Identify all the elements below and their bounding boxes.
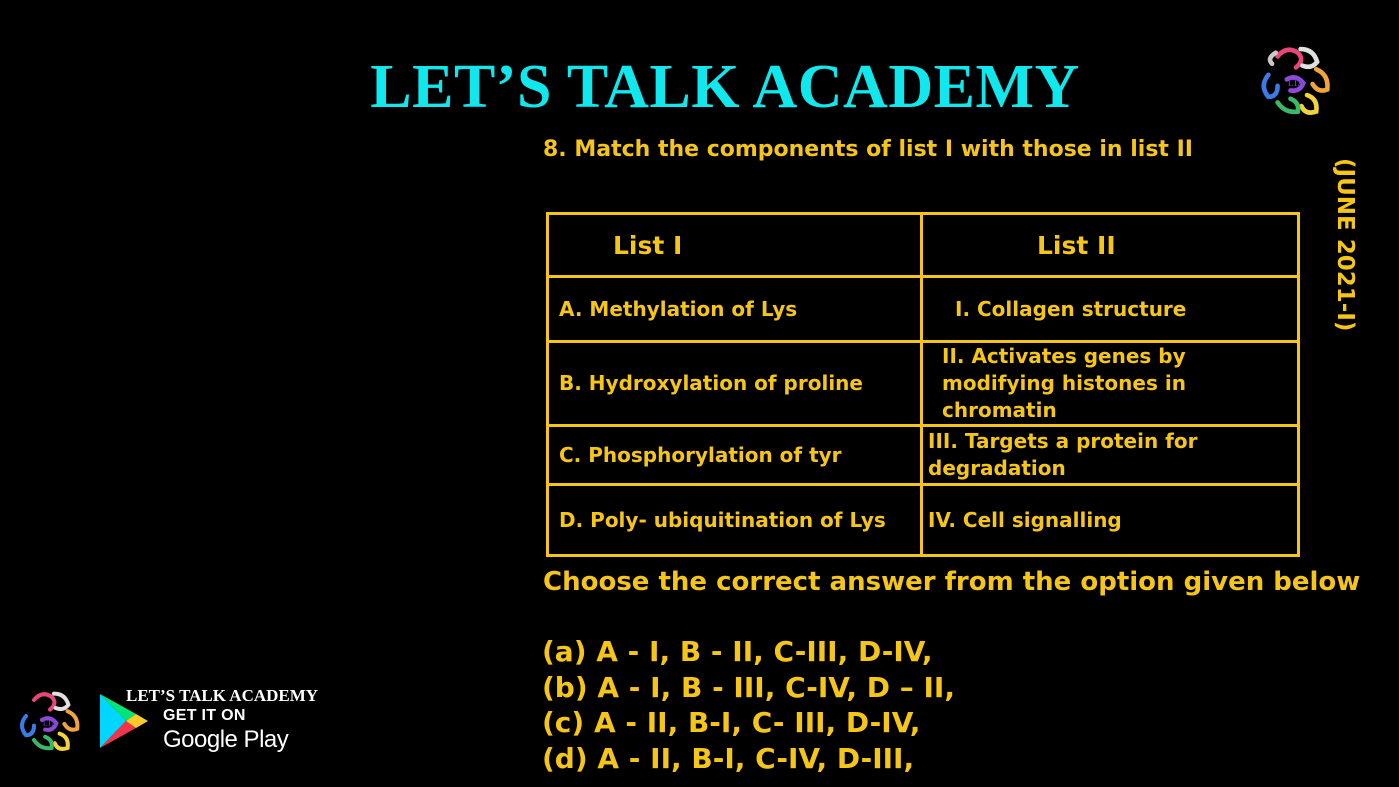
table-row: [548, 485, 1299, 556]
option-b[interactable]: (b) A - I, B - III, C-IV, D – II,: [542, 670, 955, 704]
list-1-item-a: A. Methylation of Lys: [548, 277, 922, 342]
table-row: [548, 342, 1299, 426]
exam-tag: (JUNE 2021-I): [1332, 158, 1358, 332]
list-2-item-ii: II. Activates genes by modifying histones in chromatin: [922, 342, 1299, 426]
list-2-item-i: I. Collagen structure: [922, 277, 1299, 342]
table-row: [548, 277, 1299, 342]
academy-logo-icon: [10, 684, 90, 764]
badge-store-name: Google Play: [163, 726, 289, 753]
list-1-item-b: B. Hydroxylation of proline: [548, 342, 922, 426]
list-2-item-iii: III. Targets a protein for degradation: [922, 426, 1299, 485]
badge-brand-name: LET’S TALK ACADEMY: [126, 686, 319, 705]
answer-options: [542, 634, 955, 776]
option-d[interactable]: (d) A - II, B-I, C-IV, D-III,: [542, 741, 915, 775]
list-2-item-iv: IV. Cell signalling: [922, 485, 1299, 556]
google-play-badge[interactable]: [8, 684, 348, 768]
table-header-row: [548, 214, 1299, 277]
page-title: LET’S TALK ACADEMY: [370, 53, 1080, 121]
badge-get-it-on: GET IT ON: [163, 707, 246, 724]
academy-logo-icon: [1250, 38, 1342, 130]
instruction-text: Choose the correct answer from the option given below: [543, 567, 1361, 597]
list-1-item-c: C. Phosphorylation of tyr: [548, 426, 922, 485]
column-header-list-1: List I: [548, 214, 922, 277]
list-1-item-d: D. Poly- ubiquitination of Lys: [548, 485, 922, 556]
option-c[interactable]: (c) A - II, B-I, C- III, D-IV,: [542, 706, 921, 739]
svg-text:LTA: LTA: [1287, 77, 1305, 88]
option-a[interactable]: (a) A - I, B - II, C-III, D-IV,: [542, 635, 933, 668]
match-table: [546, 212, 1300, 557]
question-prompt: 8. Match the components of list I with those in list II: [543, 137, 1193, 162]
table-row: [548, 426, 1299, 485]
column-header-list-2: List II: [922, 214, 1299, 277]
svg-text:LTA: LTA: [42, 718, 58, 728]
